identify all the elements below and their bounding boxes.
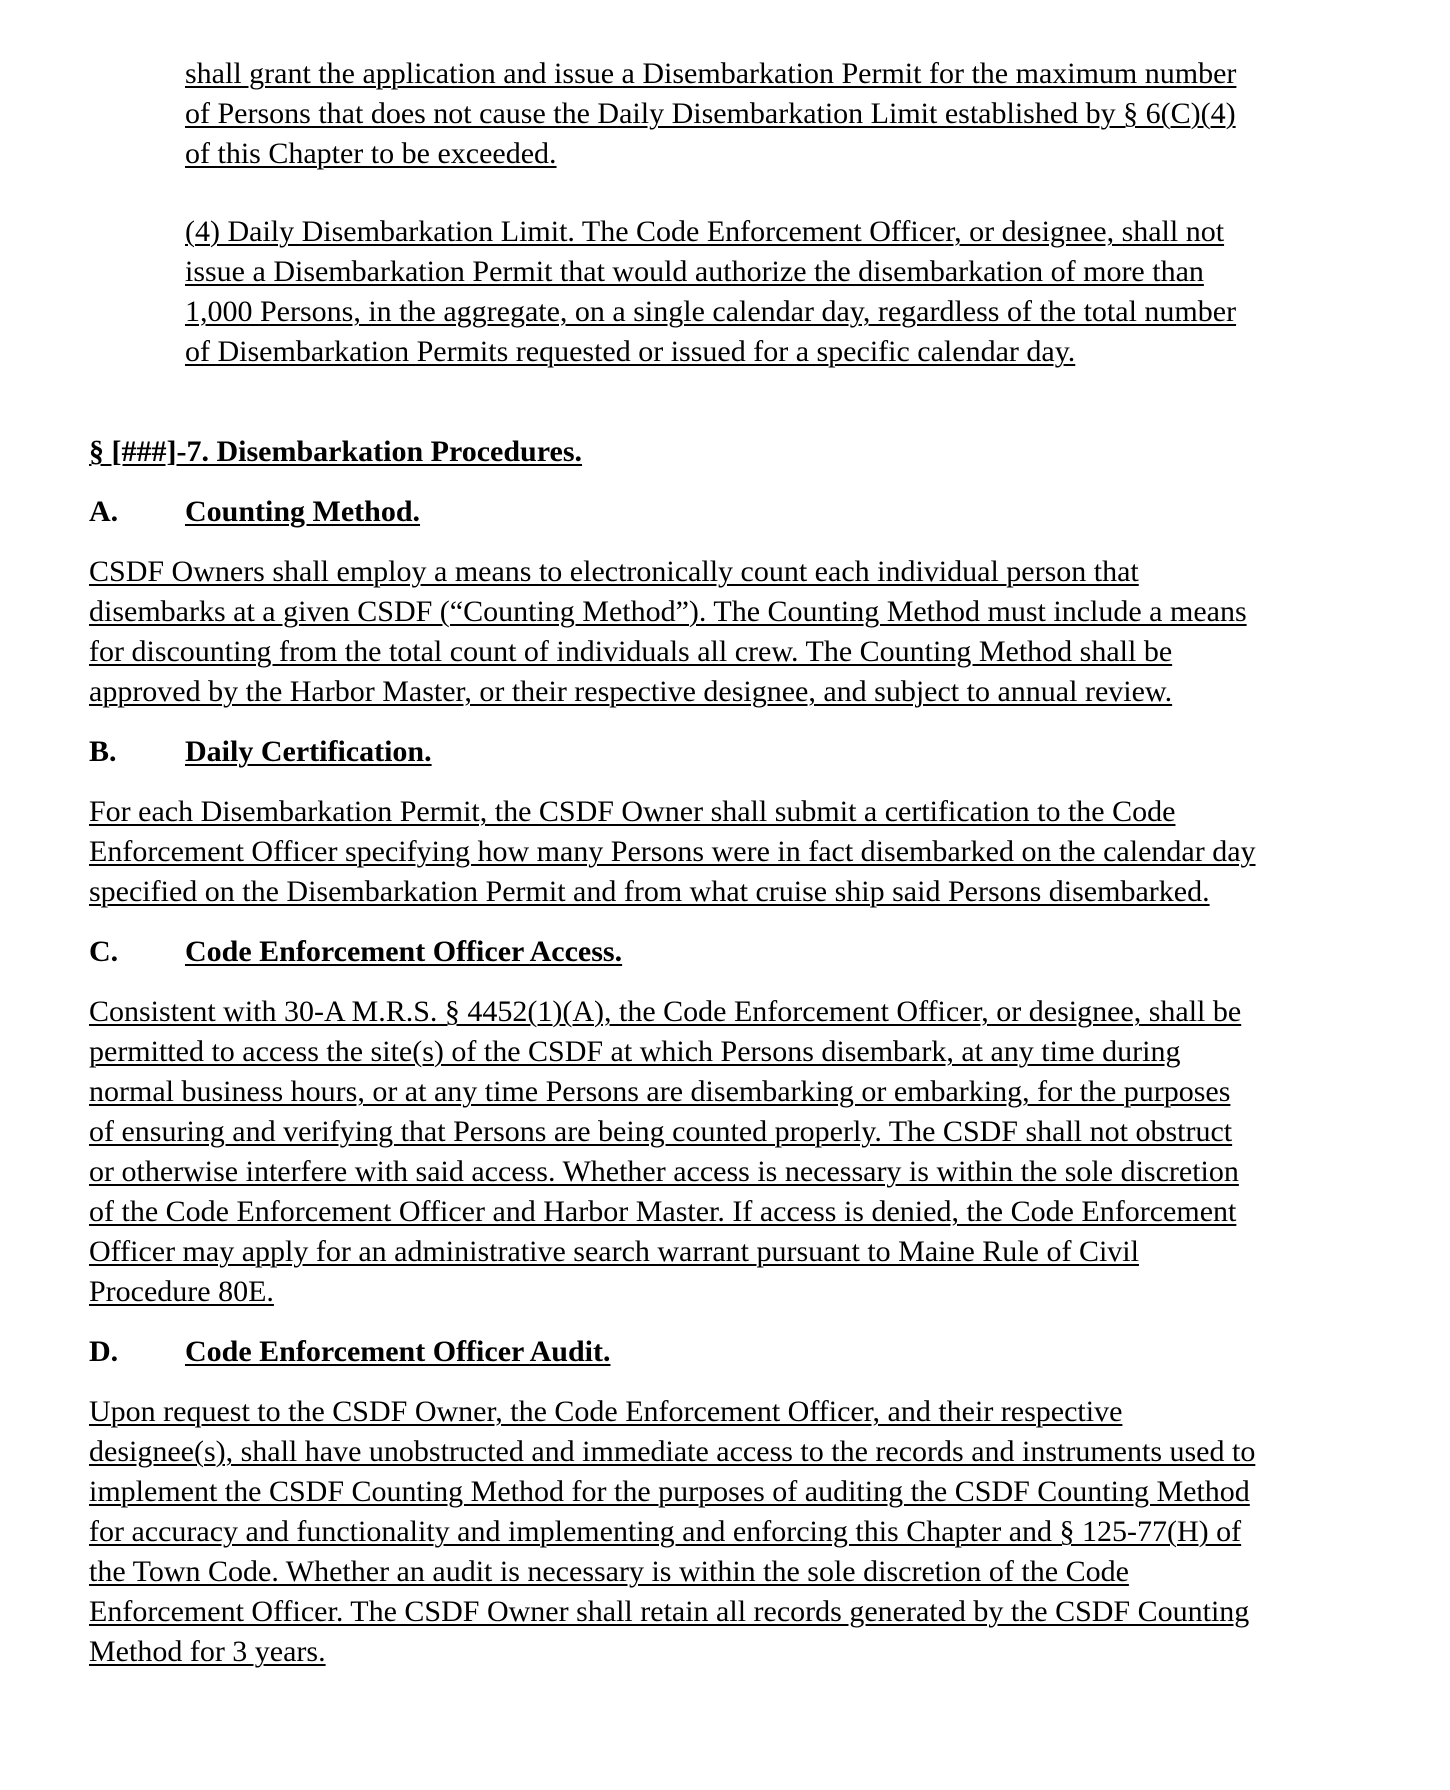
- text-line: for accuracy and functionality and implementing and enforcing this Chapter and § 125-77(H) of: [89, 1515, 1242, 1548]
- intro-paragraph-1: [185, 54, 1335, 174]
- subsection-title: Code Enforcement Officer Audit.: [185, 1335, 611, 1368]
- subsection-title: Code Enforcement Officer Access.: [185, 935, 623, 968]
- text-line: Enforcement Officer specifying how many Persons were in fact disembarked on the calendar day: [89, 835, 1256, 868]
- subsection-c-heading: [89, 932, 622, 972]
- text-line: disembarks at a given CSDF (“Counting Method”). The Counting Method must include a means: [89, 595, 1247, 628]
- subsection-letter: A.: [89, 495, 119, 528]
- intro-paragraph-2-daily-limit: [185, 212, 1335, 372]
- text-line: permitted to access the site(s) of the CSDF at which Persons disembark, at any time during: [89, 1035, 1181, 1068]
- text-line: implement the CSDF Counting Method for the purposes of auditing the CSDF Counting Method: [89, 1475, 1250, 1508]
- text-line: Officer may apply for an administrative search warrant pursuant to Maine Rule of Civil: [89, 1235, 1139, 1268]
- text-line: Enforcement Officer. The CSDF Owner shall retain all records generated by the CSDF Counting: [89, 1595, 1250, 1628]
- text-line: specified on the Disembarkation Permit and from what cruise ship said Persons disembarked.: [89, 875, 1210, 908]
- text-line: For each Disembarkation Permit, the CSDF Owner shall submit a certification to the Code: [89, 795, 1176, 828]
- subsection-letter: D.: [89, 1335, 119, 1368]
- text-line: Method for 3 years.: [89, 1635, 326, 1668]
- subsection-a-body: [89, 552, 1349, 712]
- text-line: normal business hours, or at any time Persons are disembarking or embarking, for the purposes: [89, 1075, 1231, 1108]
- text-line: or otherwise interfere with said access. Whether access is necessary is within the sole discretion: [89, 1155, 1239, 1188]
- subsection-letter: C.: [89, 935, 119, 968]
- text-line: of Disembarkation Permits requested or issued for a specific calendar day.: [185, 335, 1076, 368]
- text-line: shall grant the application and issue a Disembarkation Permit for the maximum number: [185, 57, 1237, 90]
- text-line: of Persons that does not cause the Daily Disembarkation Limit established by § 6(C)(4): [185, 97, 1236, 130]
- subsection-title: Daily Certification.: [185, 735, 432, 768]
- subsection-c-body: [89, 992, 1349, 1312]
- text-line: designee(s), shall have unobstructed and immediate access to the records and instruments used to: [89, 1435, 1256, 1468]
- subsection-letter: B.: [89, 735, 117, 768]
- text-line: of this Chapter to be exceeded.: [185, 137, 557, 170]
- text-line: issue a Disembarkation Permit that would authorize the disembarkation of more than: [185, 255, 1204, 288]
- subsection-b-heading: [89, 732, 432, 772]
- subsection-a-heading: [89, 492, 420, 532]
- section-heading-text: § [###]-7. Disembarkation Procedures.: [89, 435, 583, 468]
- section-heading: [89, 432, 582, 472]
- text-line: for discounting from the total count of individuals all crew. The Counting Method shall be: [89, 635, 1173, 668]
- subsection-b-body: [89, 792, 1349, 912]
- text-line: Upon request to the CSDF Owner, the Code Enforcement Officer, and their respective: [89, 1395, 1123, 1428]
- text-line: the Town Code. Whether an audit is necessary is within the sole discretion of the Code: [89, 1555, 1129, 1588]
- subsection-title: Counting Method.: [185, 495, 421, 528]
- text-line: (4) Daily Disembarkation Limit. The Code Enforcement Officer, or designee, shall not: [185, 215, 1225, 248]
- text-line: Consistent with 30-A M.R.S. § 4452(1)(A), the Code Enforcement Officer, or designee, shall be: [89, 995, 1242, 1028]
- text-line: CSDF Owners shall employ a means to electronically count each individual person that: [89, 555, 1139, 588]
- text-line: of the Code Enforcement Officer and Harbor Master. If access is denied, the Code Enforcement: [89, 1195, 1237, 1228]
- text-line: approved by the Harbor Master, or their respective designee, and subject to annual review.: [89, 675, 1173, 708]
- text-line: Procedure 80E.: [89, 1275, 274, 1308]
- text-line: of ensuring and verifying that Persons are being counted properly. The CSDF shall not obstruct: [89, 1115, 1233, 1148]
- text-line: 1,000 Persons, in the aggregate, on a single calendar day, regardless of the total number: [185, 295, 1237, 328]
- subsection-d-body: [89, 1392, 1349, 1672]
- subsection-d-heading: [89, 1332, 611, 1372]
